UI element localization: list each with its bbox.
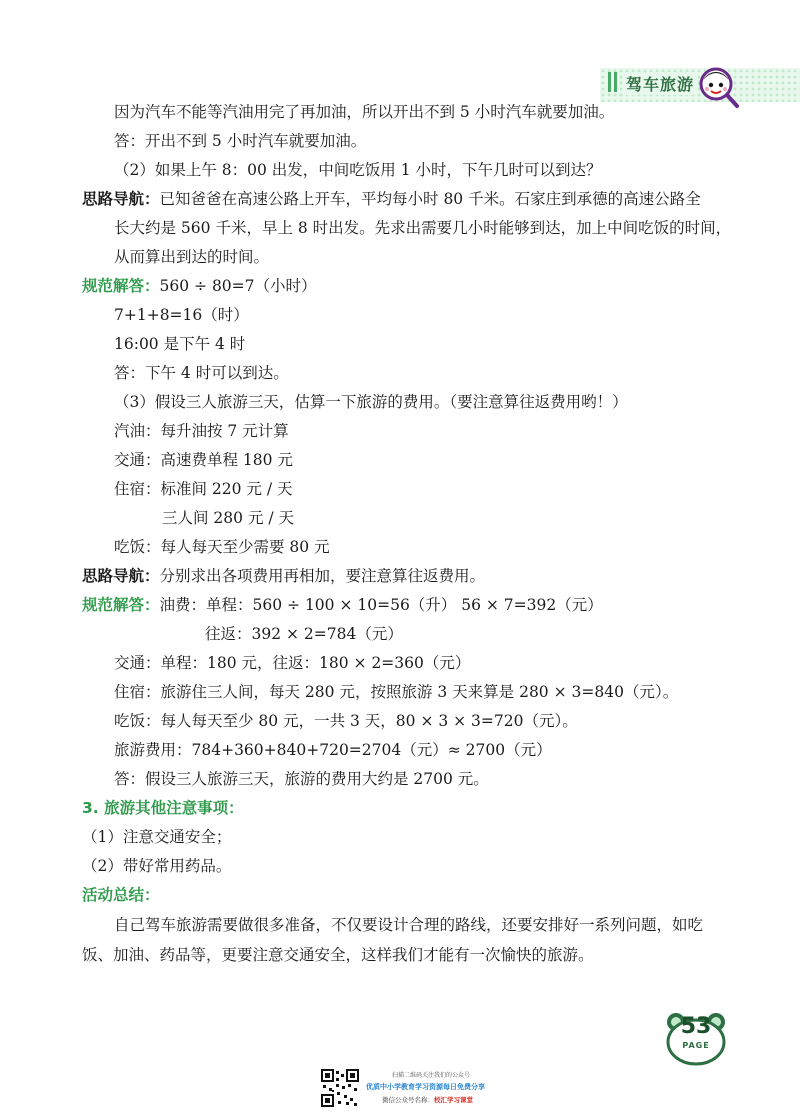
- chapter-title: 驾车旅游: [622, 72, 698, 95]
- answer-line: 答：开出不到 5 小时汽车就要加油。: [114, 132, 367, 150]
- page-number: 53: [680, 1014, 712, 1039]
- formula-line: 住宿：旅游住三人间，每天 280 元，按照旅游 3 天来算是 280 × 3=840（元）。: [114, 683, 679, 701]
- cost-item-lodging: 住宿：标准间 220 元 / 天: [114, 480, 293, 498]
- text-line: 因为汽车不能等汽油用完了再加油，所以开出不到 5 小时汽车就要加油。: [114, 103, 615, 121]
- formula-line: 交通：单程：180 元，往返：180 × 2=360（元）: [114, 654, 471, 672]
- guide-label: 思路导航：: [82, 190, 160, 208]
- summary-paragraph: 自己驾车旅游需要做很多准备，不仅要设计合理的路线，还要安排好一系列问题，如吃饭、加油、药品等，更要注意交通安全，这样我们才能有一次愉快的旅游。: [82, 916, 704, 964]
- question-3: （3）假设三人旅游三天，估算一下旅游的费用。（要注意算往返费用哟！）: [114, 393, 628, 411]
- formula-line: 吃饭：每人每天至少 80 元，一共 3 天，80 × 3 × 3=720（元）。: [114, 712, 578, 730]
- answer-line: 答：假设三人旅游三天，旅游的费用大约是 2700 元。: [114, 770, 489, 788]
- footer-line-2: 优质中小学教育学习资源每日免费分享: [366, 1083, 485, 1091]
- cost-item-meals: 吃饭：每人每天至少需要 80 元: [114, 538, 330, 556]
- formula-line: 7+1+8=16（时）: [114, 306, 249, 324]
- question-2: （2）如果上午 8：00 出发，中间吃饭用 1 小时，下午几时可以到达？: [114, 161, 602, 179]
- solution-paragraph: [82, 272, 722, 301]
- formula-line: 560 ÷ 80=7（小时）: [159, 277, 317, 295]
- footer-line-3: 微信公众号名称：校汇学习课堂: [382, 1096, 473, 1104]
- total-line: 旅游费用：784+360+840+720=2704（元）≈ 2700（元）: [114, 741, 552, 759]
- header-bars-icon: [608, 72, 617, 92]
- solution-label: 规范解答：: [82, 596, 160, 614]
- guide-paragraph: [82, 185, 722, 214]
- solution-label: 规范解答：: [82, 277, 160, 295]
- list-item: （2）带好常用药品。: [82, 857, 232, 875]
- page-content: [82, 98, 732, 970]
- text-line: 16:00 是下午 4 时: [114, 335, 246, 353]
- summary-heading: 活动总结：: [82, 886, 160, 904]
- text-line: 长大约是 560 千米，早上 8 时出发。先求出需要几小时能够到达，加上中间吃饭的时间，: [114, 219, 732, 237]
- section-3-heading: 3. 旅游其他注意事项：: [82, 799, 244, 817]
- text-line: 已知爸爸在高速公路上开车，平均每小时 80 千米。石家庄到承德的高速公路全: [159, 190, 701, 208]
- cost-item-transport: 交通：高速费单程 180 元: [114, 451, 293, 469]
- text-line: 从而算出到达的时间。: [114, 248, 270, 266]
- guide-label: 思路导航：: [82, 567, 160, 585]
- text-line: 分别求出各项费用再相加，要注意算往返费用。: [159, 567, 486, 585]
- answer-line: 答：下午 4 时可以到达。: [114, 364, 289, 382]
- cost-item-lodging-triple: 三人间 280 元 / 天: [162, 509, 295, 527]
- formula-line: 往返：392 × 2=784（元）: [205, 625, 403, 643]
- cost-item-fuel: 汽油：每升油按 7 元计算: [114, 422, 289, 440]
- list-item: （1）注意交通安全；: [82, 828, 232, 846]
- solution-paragraph: [82, 591, 722, 620]
- guide-paragraph: [82, 562, 722, 591]
- formula-line: 油费：单程：560 ÷ 100 × 10=56（升） 56 × 7=392（元）: [159, 596, 603, 614]
- footer-line-1: 扫描二维码关注我们的公众号: [392, 1072, 471, 1079]
- page-word: PAGE: [682, 1041, 710, 1050]
- qr-code-icon: [320, 1068, 360, 1108]
